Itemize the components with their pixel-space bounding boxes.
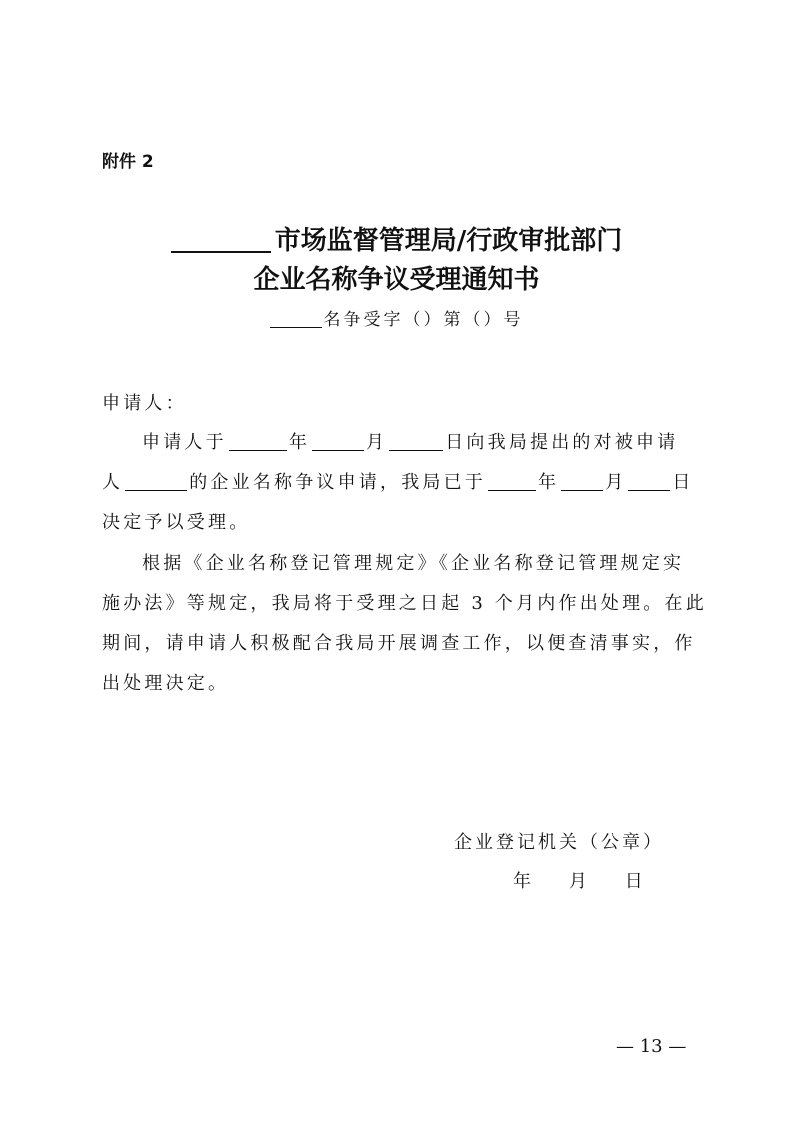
signature-date: 年 月 日	[513, 871, 646, 892]
doc-number-blank	[270, 309, 322, 328]
page-number: — 13 —	[616, 1036, 687, 1057]
blank-year	[229, 432, 287, 451]
para1-text: 日向我局提出的对被申请	[445, 432, 679, 453]
signature-authority: 企业登记机关（公章）	[454, 832, 664, 853]
doc-number-text: 名争受字（）第（）号	[323, 310, 524, 330]
salutation: 申请人：	[102, 393, 187, 414]
para1-text: 月	[366, 432, 388, 453]
para1-text: 月	[605, 472, 627, 493]
para1-text: 人	[102, 472, 124, 493]
para2-line1: 根据《企业名称登记管理规定》《企业名称登记管理规定实	[142, 553, 685, 574]
title-line-2: 企业名称争议受理通知书	[253, 265, 540, 295]
blank-month	[561, 472, 603, 491]
para1-text: 年	[538, 472, 560, 493]
para2-line3: 期间，请申请人积极配合我局开展调查工作，以便查清事实，作	[102, 633, 696, 654]
para1-line1	[142, 428, 678, 454]
blank-day	[389, 432, 443, 451]
para2-line4: 出处理决定。	[102, 673, 230, 694]
blank-respondent	[125, 472, 187, 491]
blank-year	[488, 472, 536, 491]
attachment-label: 附件 2	[102, 152, 154, 172]
para1-text: 年	[288, 432, 311, 453]
title-blank	[171, 225, 271, 253]
para1-line2	[102, 468, 694, 494]
para1-text: 日	[672, 472, 694, 493]
blank-month	[312, 432, 364, 451]
para1-text: 的企业名称争议申请，我局已于	[189, 472, 487, 493]
para1-line3: 决定予以受理。	[102, 512, 251, 533]
blank-day	[628, 472, 670, 491]
para2-line2: 施办法》等规定，我局将于受理之日起 3 个月内作出处理。在此	[102, 593, 707, 614]
para1-text: 申请人于	[142, 432, 227, 453]
title-line-1	[0, 220, 793, 257]
document-number	[0, 305, 793, 330]
title-line-1-text: 市场监督管理局/行政审批部门	[274, 226, 623, 256]
